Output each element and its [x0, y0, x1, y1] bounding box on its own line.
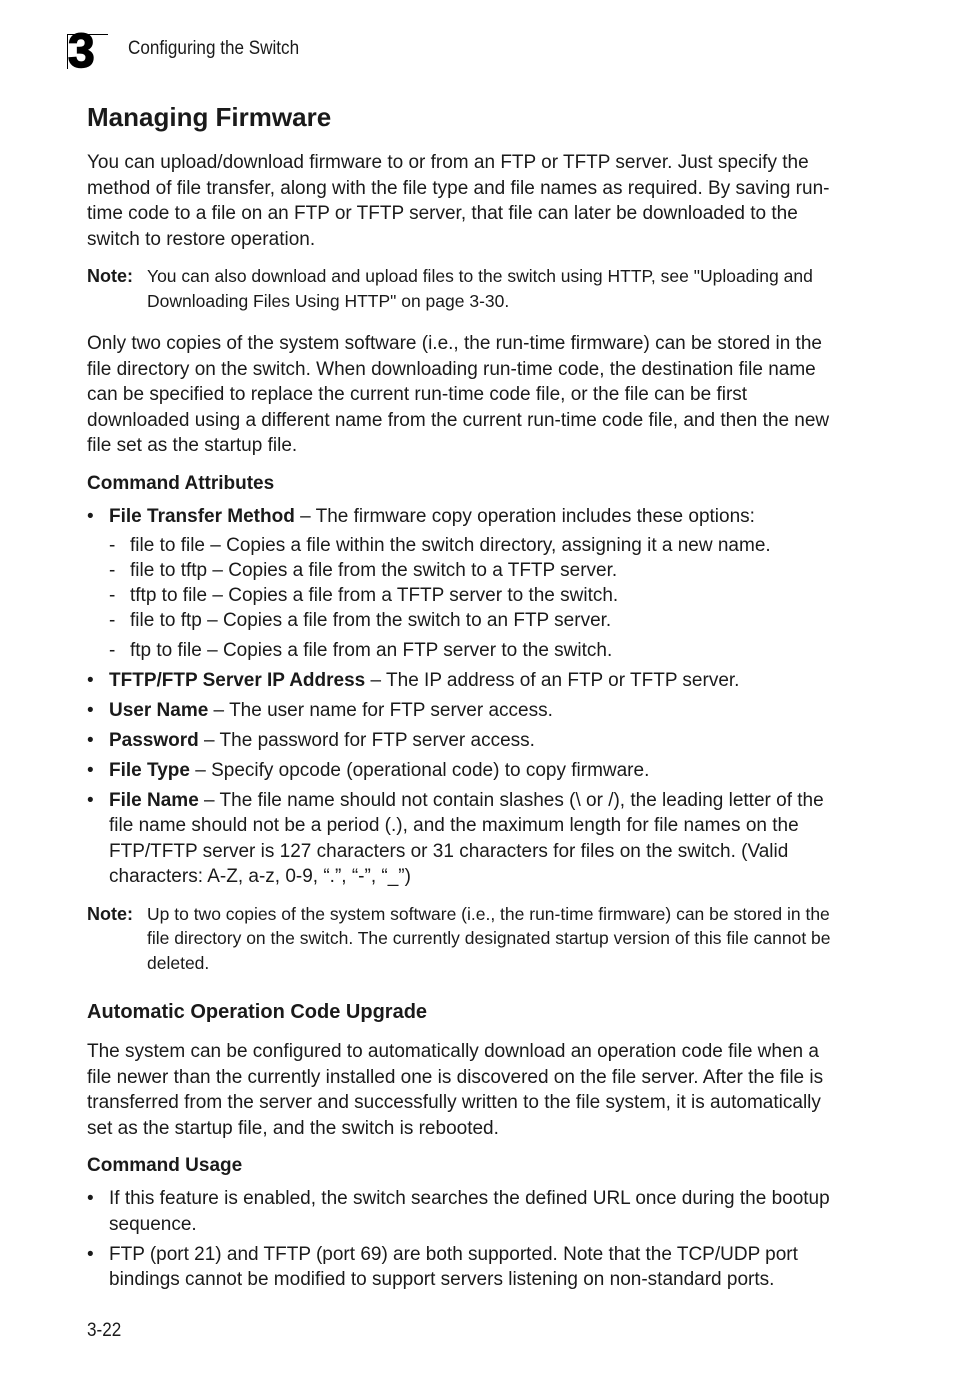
- attribute-term: File Name: [109, 789, 199, 811]
- transfer-option-text: ftp to file – Copies a file from an FTP server to the switch.: [130, 640, 613, 661]
- attribute-item: [87, 758, 847, 784]
- attribute-term: File Transfer Method: [109, 505, 295, 527]
- bullet-icon: •: [87, 669, 94, 691]
- note-text: You can also download and upload files to the switch using HTTP, see "Uploading and Downloading Files Using HTTP" on page 3-30.: [147, 266, 813, 311]
- attribute-term: Password: [109, 729, 199, 751]
- attribute-desc: – The IP address of an FTP or TFTP server.: [365, 669, 740, 691]
- note-text: Up to two copies of the system software (i.e., the run-time firmware) can be stored in the file directory on the switch. The currently designated startup version of this file cannot be deleted.: [147, 903, 831, 973]
- bullet-icon: •: [87, 505, 94, 527]
- transfer-option: [109, 608, 847, 633]
- section-paragraph: Only two copies of the system software (i.e., the run-time firmware) can be stored in the file directory on the switch. When downloading run-time code, the destination file name can be specified to replace the current run-time code file, or the file can be first downloaded using a different name from the current run-time code file, and then the new file set as the startup file.: [87, 333, 830, 456]
- usage-heading: Command Usage: [87, 1155, 243, 1176]
- attribute-item: [87, 728, 847, 754]
- attribute-term: User Name: [109, 699, 209, 721]
- transfer-option-text: file to ftp – Copies a file from the switch to an FTP server.: [130, 610, 612, 631]
- transfer-option: [109, 558, 847, 583]
- usage-item: [87, 1242, 847, 1293]
- transfer-option-text: file to file – Copies a file within the switch directory, assigning it a new name.: [130, 535, 771, 556]
- bullet-icon: •: [87, 699, 94, 721]
- usage-item: [87, 1186, 847, 1237]
- subsection-intro: The system can be configured to automatically download an operation code file when a file newer than the currently installed one is discovered on the file server. After the file is transferred from the server and successfully written to the file system, it is automatically set as the startup file, and the switch is rebooted.: [87, 1041, 824, 1139]
- note-label: Note:: [87, 266, 133, 286]
- note-box: [87, 902, 847, 976]
- transfer-option-text: file to tftp – Copies a file from the switch to a TFTP server.: [130, 560, 618, 581]
- note-box: [87, 264, 847, 313]
- bullet-icon: •: [87, 1188, 94, 1209]
- dash-icon: -: [109, 585, 116, 606]
- transfer-option: [109, 583, 847, 608]
- attribute-term: File Type: [109, 759, 190, 781]
- dash-icon: -: [109, 640, 116, 661]
- usage-list: [87, 1186, 847, 1293]
- transfer-options-list: [109, 533, 847, 663]
- bullet-icon: •: [87, 759, 94, 781]
- bullet-icon: •: [87, 1243, 94, 1265]
- note-label: Note:: [87, 903, 133, 924]
- dash-icon: -: [109, 560, 116, 581]
- attribute-item: [87, 504, 847, 664]
- bullet-icon: •: [87, 729, 94, 751]
- attribute-desc: – Specify opcode (operational code) to copy firmware.: [189, 759, 650, 781]
- dash-icon: -: [109, 610, 116, 631]
- attribute-term: TFTP/FTP Server IP Address: [109, 669, 366, 691]
- attribute-item: [87, 698, 847, 724]
- running-header-title: Configuring the Switch: [128, 38, 300, 59]
- attribute-desc: – The user name for FTP server access.: [208, 699, 553, 721]
- transfer-option-text: tftp to file – Copies a file from a TFTP server to the switch.: [130, 585, 619, 606]
- attribute-desc: – The password for FTP server access.: [198, 729, 535, 751]
- section-intro: You can upload/download firmware to or from an FTP or TFTP server. Just specify the method of file transfer, along with the file type and file names as required. By saving run-time code to a file on an FTP or TFTP server, that file can later be downloaded to the switch to restore operation.: [87, 152, 830, 250]
- transfer-option: [109, 533, 847, 558]
- attribute-desc: – The firmware copy operation includes these options:: [294, 505, 755, 527]
- page-content: [87, 100, 847, 1297]
- attribute-item: [87, 788, 847, 890]
- chapter-number: 3: [68, 25, 94, 78]
- attribute-item: [87, 668, 847, 694]
- usage-text: If this feature is enabled, the switch searches the defined URL once during the bootup sequence.: [109, 1188, 830, 1235]
- subsection-title: Automatic Operation Code Upgrade: [87, 1001, 428, 1023]
- attributes-list: [87, 504, 847, 890]
- bullet-icon: •: [87, 789, 94, 811]
- transfer-option: [109, 638, 847, 663]
- attribute-desc: – The file name should not contain slashes (\ or /), the leading letter of the file name should not be a period (.), and the maximum length for file names on the FTP/TFTP server is 127 characters or 31 characters for files on the switch. (Valid characters: A-Z, a-z, 0-9, “.”, “-”, “_”): [109, 789, 824, 887]
- usage-text: FTP (port 21) and TFTP (port 69) are both supported. Note that the TCP/UDP port bindings cannot be modified to support servers listening on non-standard ports.: [109, 1243, 798, 1290]
- section-title: Managing Firmware: [87, 102, 332, 132]
- attributes-heading: Command Attributes: [87, 472, 275, 494]
- page-number: 3-22: [87, 1320, 122, 1341]
- dash-icon: -: [109, 535, 116, 556]
